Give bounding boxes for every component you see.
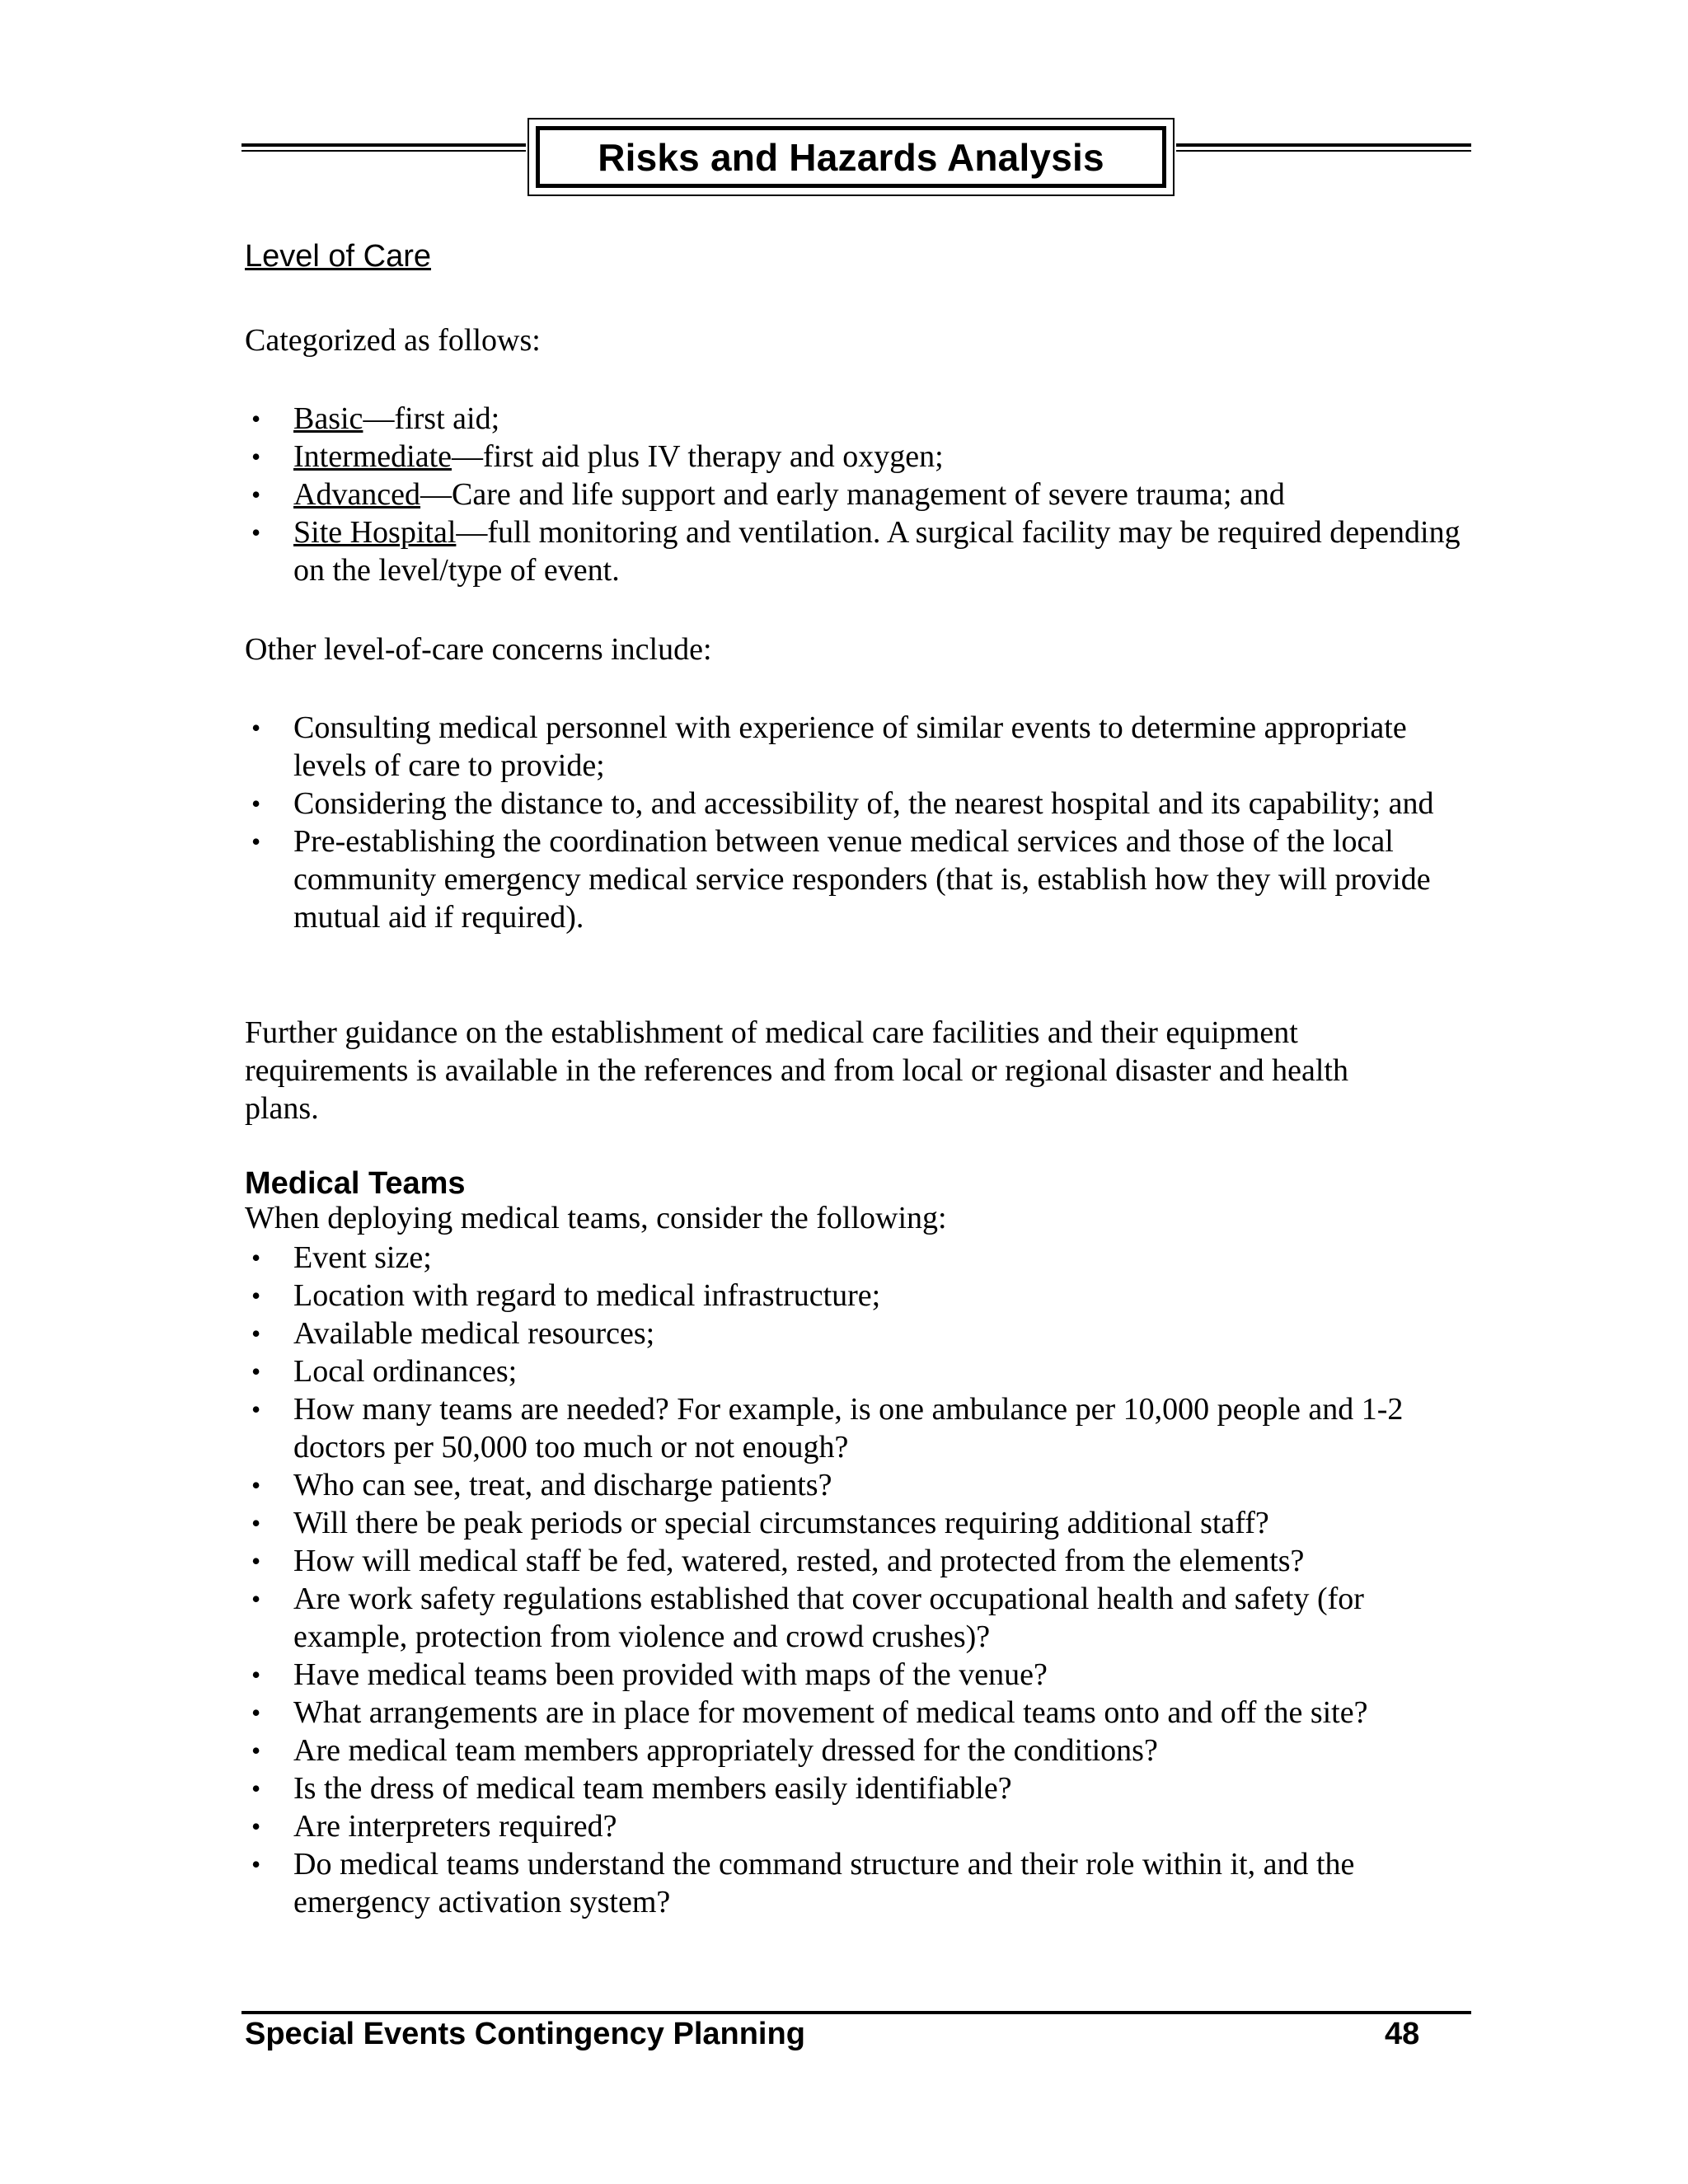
list-item-text: What arrangements are in place for movement of medical teams onto and off the site? bbox=[293, 1695, 1368, 1730]
bullet-icon: • bbox=[251, 827, 261, 856]
bullet-icon: • bbox=[251, 1660, 261, 1690]
bullet-icon: • bbox=[251, 1508, 261, 1538]
list-item bbox=[245, 1504, 1473, 1542]
care-level-list bbox=[245, 400, 1473, 589]
list-item bbox=[245, 1656, 1473, 1694]
bullet-icon: • bbox=[251, 713, 261, 743]
list-item-text: Local ordinances; bbox=[293, 1354, 518, 1389]
bullet-icon: • bbox=[251, 1470, 261, 1500]
list-item bbox=[245, 1352, 1473, 1390]
list-item bbox=[245, 709, 1473, 785]
bullet-icon: • bbox=[251, 404, 261, 434]
care-level-term: Advanced bbox=[293, 477, 421, 512]
bullet-icon: • bbox=[251, 1319, 261, 1348]
bullet-icon: • bbox=[251, 1243, 261, 1272]
list-item-text: Who can see, treat, and discharge patients? bbox=[293, 1468, 832, 1502]
care-level-desc: —first aid plus IV therapy and oxygen; bbox=[452, 439, 944, 474]
list-item-text: Considering the distance to, and accessibility of, the nearest hospital and its capability; and bbox=[293, 786, 1434, 821]
categorized-intro: Categorized as follows: bbox=[245, 323, 541, 358]
list-item-text: Consulting medical personnel with experience of similar events to determine appropriate levels of care to provide; bbox=[293, 710, 1407, 783]
list-item bbox=[245, 513, 1473, 589]
list-item-text: Will there be peak periods or special circumstances requiring additional staff? bbox=[293, 1506, 1269, 1540]
bullet-icon: • bbox=[251, 789, 261, 818]
footer-title: Special Events Contingency Planning bbox=[245, 2017, 805, 2051]
bullet-icon: • bbox=[251, 1394, 261, 1424]
list-item bbox=[245, 438, 1473, 476]
list-item-text: Is the dress of medical team members easily identifiable? bbox=[293, 1771, 1012, 1806]
list-item bbox=[245, 823, 1473, 936]
bullet-icon: • bbox=[251, 480, 261, 509]
list-item bbox=[245, 476, 1473, 513]
medical-teams-intro: When deploying medical teams, consider the following: bbox=[245, 1201, 947, 1235]
list-item bbox=[245, 1239, 1473, 1277]
list-item bbox=[245, 1466, 1473, 1504]
bullet-icon: • bbox=[251, 1357, 261, 1386]
list-item-text: Event size; bbox=[293, 1240, 432, 1275]
bullet-icon: • bbox=[251, 1584, 261, 1614]
header-rule-left bbox=[241, 143, 526, 152]
bullet-icon: • bbox=[251, 1774, 261, 1803]
bullet-icon: • bbox=[251, 1736, 261, 1765]
list-item bbox=[245, 400, 1473, 438]
list-item-text: How many teams are needed? For example, is one ambulance per 10,000 people and 1-2 doctors per 50,000 too much or not enough? bbox=[293, 1392, 1404, 1465]
title-box-inner bbox=[536, 126, 1166, 188]
bullet-icon: • bbox=[251, 1281, 261, 1310]
list-item bbox=[245, 1769, 1473, 1807]
list-item-text: Do medical teams understand the command structure and their role within it, and the emergency activation system? bbox=[293, 1847, 1355, 1919]
list-item bbox=[245, 1732, 1473, 1769]
bullet-icon: • bbox=[251, 1698, 261, 1727]
concerns-list bbox=[245, 709, 1473, 936]
care-level-desc: —full monitoring and ventilation. A surgical facility may be required depending on the level/type of event. bbox=[293, 515, 1461, 588]
page-title: Risks and Hazards Analysis bbox=[598, 135, 1104, 179]
list-item bbox=[245, 1807, 1473, 1845]
further-guidance: Further guidance on the establishment of medical care facilities and their equipment requirements is available in the references and from local or regional disaster and health plans. bbox=[245, 1015, 1348, 1126]
header-rule-right bbox=[1176, 143, 1471, 152]
list-item bbox=[245, 1277, 1473, 1315]
care-level-term: Site Hospital bbox=[293, 515, 457, 550]
medical-teams-list bbox=[245, 1239, 1473, 1921]
bullet-icon: • bbox=[251, 1546, 261, 1576]
list-item bbox=[245, 1390, 1473, 1466]
list-item bbox=[245, 1694, 1473, 1732]
care-level-desc: —first aid; bbox=[363, 401, 500, 436]
bullet-icon: • bbox=[251, 518, 261, 547]
list-item bbox=[245, 1845, 1473, 1921]
footer-rule bbox=[241, 2011, 1471, 2014]
bullet-icon: • bbox=[251, 1811, 261, 1841]
care-level-term: Basic bbox=[293, 401, 363, 436]
list-item-text: Available medical resources; bbox=[293, 1316, 655, 1351]
list-item-text: Location with regard to medical infrastructure; bbox=[293, 1278, 881, 1313]
list-item-text: How will medical staff be fed, watered, rested, and protected from the elements? bbox=[293, 1544, 1305, 1578]
list-item bbox=[245, 1542, 1473, 1580]
section-heading-medical-teams: Medical Teams bbox=[245, 1166, 466, 1201]
list-item bbox=[245, 1315, 1473, 1352]
section-heading-level-of-care: Level of Care bbox=[245, 239, 432, 274]
bullet-icon: • bbox=[251, 442, 261, 471]
list-item-text: Are interpreters required? bbox=[293, 1809, 617, 1844]
care-level-term: Intermediate bbox=[293, 439, 452, 474]
bullet-icon: • bbox=[251, 1849, 261, 1879]
list-item-text: Are medical team members appropriately dressed for the conditions? bbox=[293, 1733, 1158, 1768]
list-item-text: Are work safety regulations established that cover occupational health and safety (for example, protection from violence and crowd crushes)? bbox=[293, 1582, 1364, 1654]
concerns-intro: Other level-of-care concerns include: bbox=[245, 632, 712, 667]
list-item-text: Have medical teams been provided with maps of the venue? bbox=[293, 1657, 1048, 1692]
page-number: 48 bbox=[1385, 2017, 1420, 2051]
list-item bbox=[245, 1580, 1473, 1656]
care-level-desc: —Care and life support and early management of severe trauma; and bbox=[420, 477, 1285, 512]
title-box bbox=[528, 118, 1175, 196]
list-item bbox=[245, 785, 1473, 823]
list-item-text: Pre-establishing the coordination between venue medical services and those of the local community emergency medical service responders (that is, establish how they will provide mutual aid if required). bbox=[293, 824, 1431, 935]
